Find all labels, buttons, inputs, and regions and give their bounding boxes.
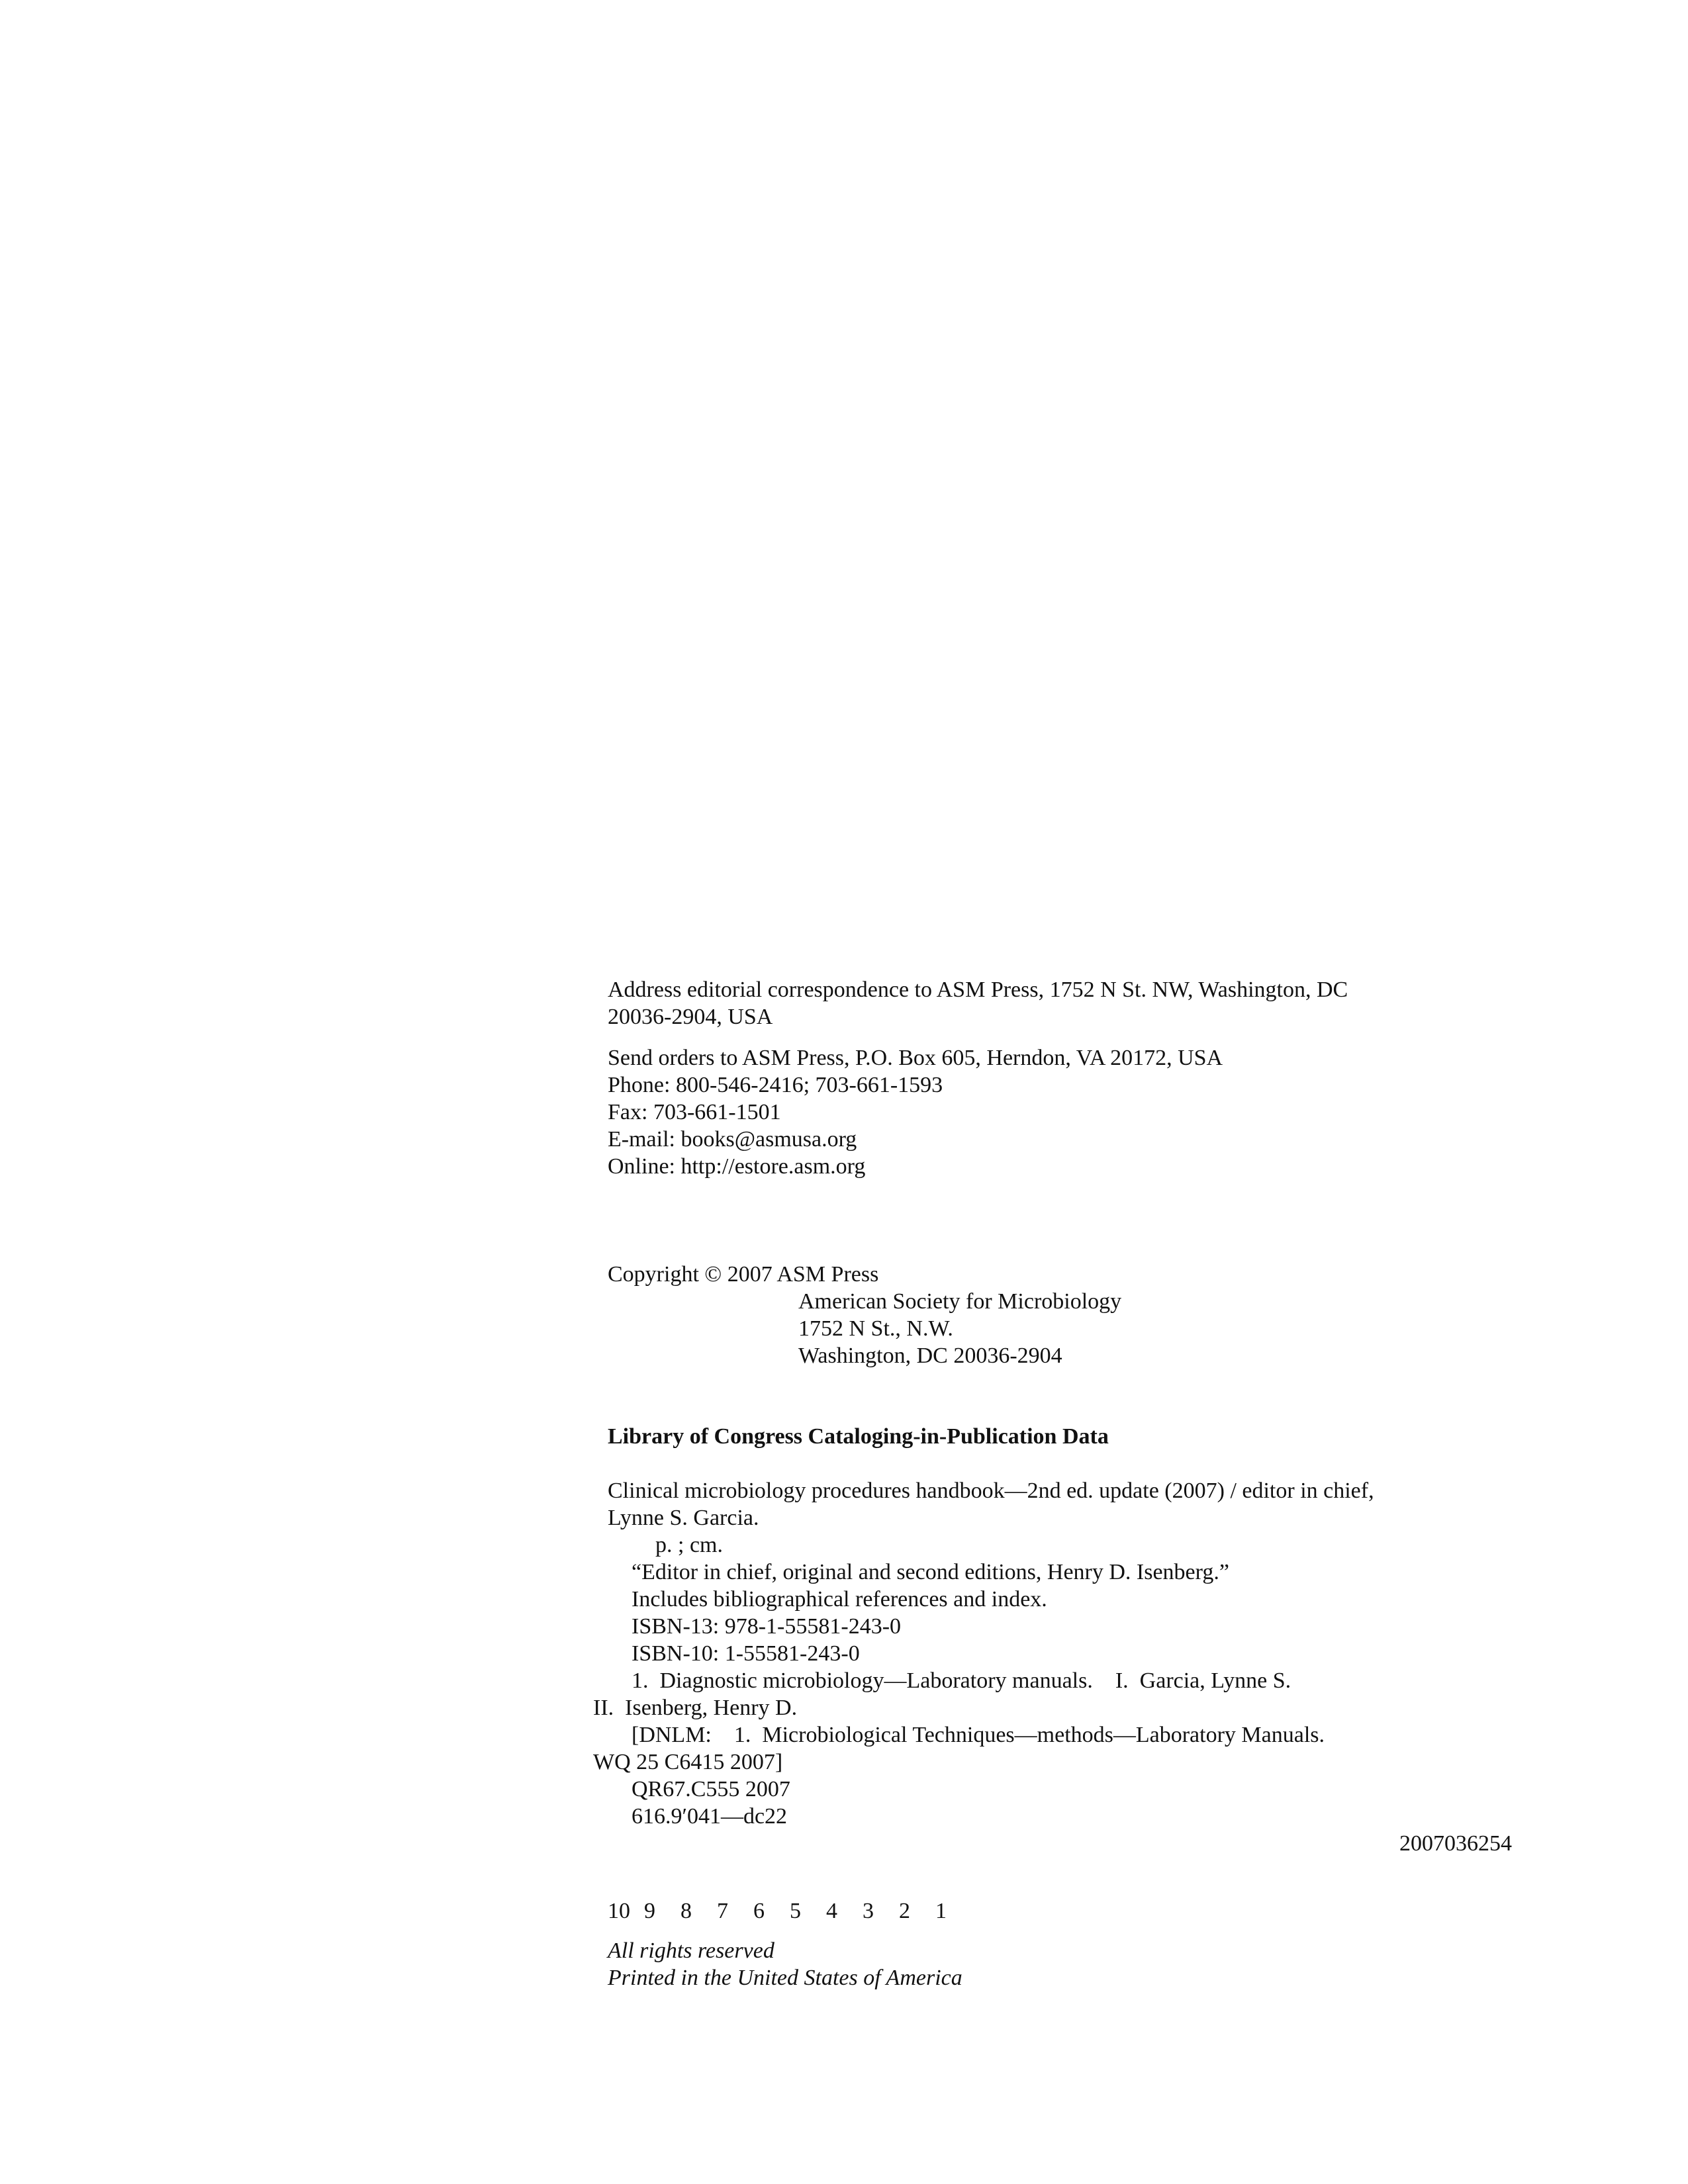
- printing-number: 7: [717, 1899, 728, 1923]
- rights-printed: Printed in the United States of America: [608, 1966, 962, 1990]
- cip-note-1: “Editor in chief, original and second editions, Henry D. Isenberg.”: [632, 1560, 1229, 1584]
- address-line-1: Address editorial correspondence to ASM Press, 1752 N St. NW, Washington, DC: [608, 978, 1348, 1002]
- printing-number: 1: [935, 1899, 947, 1923]
- printing-number: 10: [608, 1899, 630, 1923]
- cip-title-1: Clinical microbiology procedures handbook—2nd ed. update (2007) / editor in chief,: [608, 1479, 1374, 1503]
- copyright-line-2: American Society for Microbiology: [798, 1289, 1122, 1314]
- printing-number: 6: [753, 1899, 765, 1923]
- address-line-2: 20036-2904, USA: [608, 1005, 773, 1029]
- cip-pages: p. ; cm.: [655, 1533, 723, 1557]
- orders-send: Send orders to ASM Press, P.O. Box 605, Herndon, VA 20172, USA: [608, 1046, 1223, 1070]
- cip-isbn-13: ISBN-13: 978-1-55581-243-0: [632, 1614, 902, 1639]
- copyright-line-3: 1752 N St., N.W.: [798, 1316, 953, 1341]
- cip-note-2: Includes bibliographical references and index.: [632, 1587, 1047, 1612]
- rights-block: [608, 1937, 1521, 1991]
- cip-isbn-10: ISBN-10: 1-55581-243-0: [632, 1641, 860, 1666]
- cip-dnlm-2: WQ 25 C6415 2007]: [593, 1750, 783, 1774]
- cip-subject-1: 1. Diagnostic microbiology—Laboratory manuals. I. Garcia, Lynne S.: [632, 1668, 1291, 1693]
- cip-lc-call-number: QR67.C555 2007: [632, 1777, 790, 1801]
- printing-number: 8: [680, 1899, 692, 1923]
- printing-number: 5: [790, 1899, 801, 1923]
- printing-line: [608, 1897, 1521, 1925]
- cip-dewey-number: 616.9′041—dc22: [632, 1804, 788, 1829]
- cip-spacer: [608, 1450, 1521, 1477]
- orders-online: Online: http://estore.asm.org: [608, 1154, 866, 1179]
- copyright-line-1: Copyright © 2007 ASM Press: [608, 1262, 879, 1287]
- orders-fax: Fax: 703-661-1501: [608, 1100, 781, 1124]
- cip-subject-2: II. Isenberg, Henry D.: [593, 1696, 798, 1720]
- printing-number: 2: [899, 1899, 910, 1923]
- printing-number: 4: [826, 1899, 837, 1923]
- orders-phone: Phone: 800-546-2416; 703-661-1593: [608, 1073, 943, 1097]
- cip-title-2: Lynne S. Garcia.: [608, 1506, 759, 1530]
- address-block: [608, 976, 1521, 1030]
- cip-lccn: 2007036254: [1399, 1831, 1512, 1856]
- printing-number: 3: [863, 1899, 874, 1923]
- orders-block: [608, 1044, 1521, 1180]
- cip-block: [593, 1423, 1521, 1830]
- cip-heading: Library of Congress Cataloging-in-Publication Data: [608, 1424, 1109, 1449]
- rights-reserved: All rights reserved: [608, 1938, 774, 1963]
- orders-email: E-mail: books@asmusa.org: [608, 1127, 857, 1152]
- copyright-line-4: Washington, DC 20036-2904: [798, 1343, 1062, 1368]
- printing-number: 9: [644, 1899, 655, 1923]
- cip-dnlm-1: [DNLM: 1. Microbiological Techniques—methods—Laboratory Manuals.: [632, 1723, 1325, 1747]
- copyright-block: [608, 1261, 1521, 1369]
